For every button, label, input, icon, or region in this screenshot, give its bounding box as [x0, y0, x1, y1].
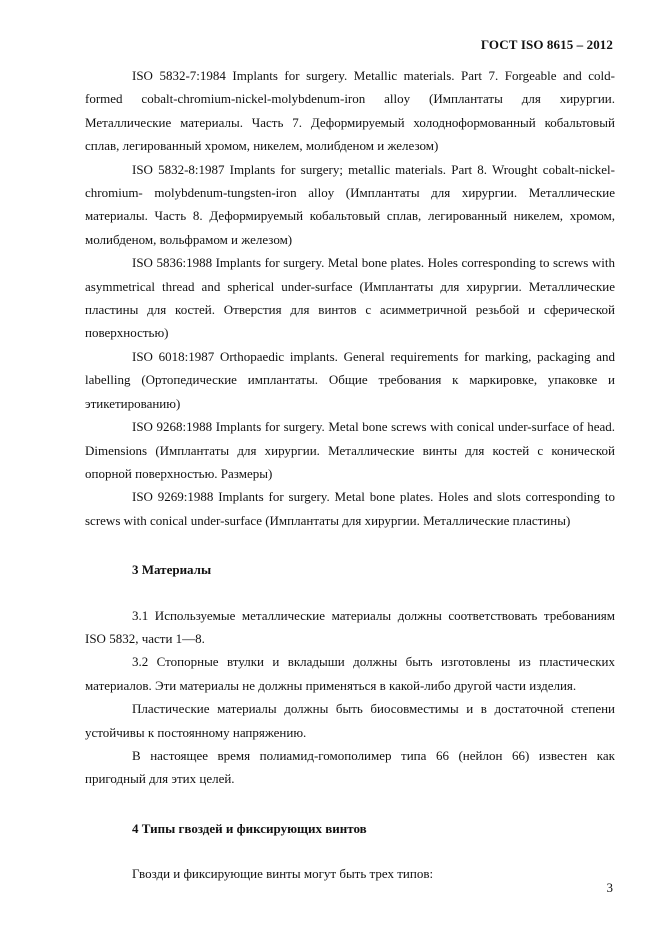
section-3-heading: 3 Материалы	[132, 562, 212, 578]
reference-iso-9268: ISO 9268:1988 Implants for surgery. Metal bone screws with conical under-surface of head. Dimensions (Имплантаты для хирургии. Металлические винты для костей с конической опорной поверхностью. Размеры)	[85, 419, 615, 481]
spacer	[85, 582, 615, 604]
reference-iso-5832-8: ISO 5832-8:1987 Implants for surgery; metallic materials. Part 8. Wrought cobalt-nickel-chromium- molybdenum-tungsten-iron alloy (Имплантаты для хирургии. Металлические материалы. Часть 8. Деформируемый кобальтовый сплав, легированный никелем, хромом, молибденом, вольфрамом и железом)	[85, 161, 615, 247]
section-4-heading: 4 Типы гвоздей и фиксирующих винтов	[132, 820, 367, 836]
spacer	[85, 791, 615, 817]
spacer	[85, 532, 615, 558]
section-4-intro: Гвозди и фиксирующие винты могут быть трех типов:	[132, 866, 434, 882]
reference-iso-9269: ISO 9269:1988 Implants for surgery. Metal bone plates. Holes and slots corresponding to screws with conical under-surface (Имплантаты для хирургии. Металлические пластины)	[85, 489, 615, 528]
reference-iso-5836: ISO 5836:1988 Implants for surgery. Metal bone plates. Holes corresponding to screws with asymmetrical thread and spherical under-surface (Имплантаты для хирургии. Металлические пластины для костей. Отверстия для винтов с асимметричной резьбой и сферической поверхностью)	[85, 255, 615, 341]
clause-3-1: 3.1 Используемые металлические материалы должны соответствовать требованиям ISO 5832, части 1—8.	[85, 607, 615, 646]
reference-iso-5832-7: ISO 5832-7:1984 Implants for surgery. Metallic materials. Part 7. Forgeable and cold-formed cobalt-chromium-nickel-molybdenum-iron alloy (Имплантаты для хирургии. Металлические материалы. Часть 7. Деформируемый холоднoформованный кобальтовый сплав, легированный хромом, никелем, молибденом и железом)	[85, 68, 615, 154]
page-content	[85, 64, 615, 886]
reference-iso-6018: ISO 6018:1987 Orthopaedic implants. General requirements for marking, packaging and labelling (Ортопедические имплантаты. Общие требования к маркировке, упаковке и этикетированию)	[85, 348, 615, 411]
page-number: 3	[606, 880, 613, 895]
spacer	[85, 840, 615, 862]
document-header: ГОСТ ISO 8615 – 2012	[480, 37, 613, 52]
clause-3-2-plastics: Пластические материалы должны быть биосовместимы и в достаточной степени устойчивы к постоянному напряжению.	[85, 701, 615, 740]
clause-3-2: 3.2 Стопорные втулки и вкладыши должны быть изготовлены из пластических материалов. Эти материалы не должны применяться в какой-либо другой части изделия.	[85, 654, 615, 693]
clause-3-2-nylon: В настоящее время полиамид-гомополимер типа 66 (нейлон 66) известен как пригодный для этих целей.	[85, 747, 615, 787]
